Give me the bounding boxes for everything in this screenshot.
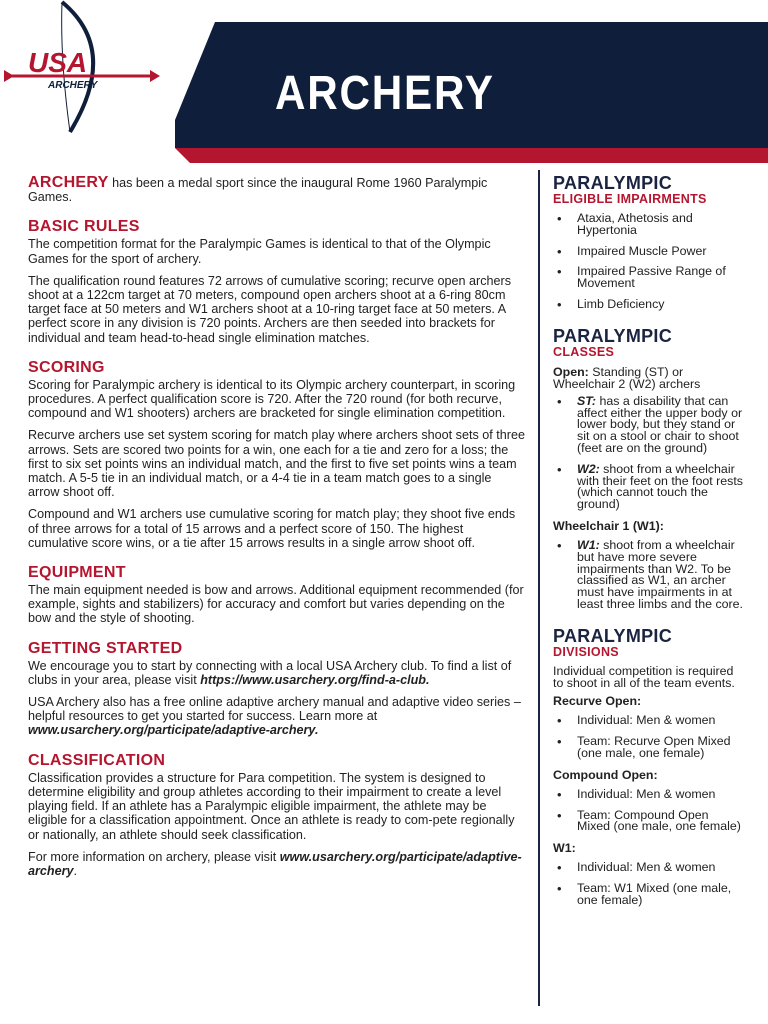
- list-item: • Individual: Men & women: [553, 789, 743, 801]
- svg-text:USA: USA: [28, 47, 88, 78]
- list-item: • Individual: Men & women: [553, 715, 743, 727]
- open-class-label: [553, 366, 743, 390]
- list-item: • Team: Recurve Open Mixed (one male, one female): [553, 736, 743, 760]
- list-item: • Team: Compound Open Mixed (one male, one female): [553, 810, 743, 834]
- impairments-block: [553, 174, 743, 311]
- impairments-title: PARALYMPIC: [553, 173, 673, 193]
- equipment-heading: EQUIPMENT: [28, 564, 126, 582]
- classification-p1: Classification provides a structure for Para competition. The system is designed to determine eligibility and group athletes according to their impairment to create a level playing field. If an athlete has a Paralympic eligible impairment, the athlete may be eligible for a classification appointment. Once an athlete is ready to com-pete regionally or nationally, an athlete should seek classification.: [28, 770, 515, 842]
- intro-text: has been a medal sport since the inaugural Rome 1960 Paralympic Games.: [28, 176, 488, 205]
- find-a-club-link[interactable]: https://www.usarchery.org/find-a-club.: [200, 672, 430, 687]
- impairments-list: [553, 213, 743, 311]
- open-label: Open:: [553, 364, 589, 379]
- divisions-block: [553, 627, 743, 907]
- impairments-subtitle: ELIGIBLE IMPAIRMENTS: [553, 192, 707, 206]
- list-item: • Individual: Men & women: [553, 862, 743, 874]
- intro-paragraph: [28, 176, 526, 204]
- list-item: [553, 393, 743, 455]
- scoring-heading: SCORING: [28, 358, 105, 376]
- compound-list: [553, 786, 743, 834]
- basic-rules-heading: BASIC RULES: [28, 218, 140, 236]
- open-class-list: [553, 393, 743, 512]
- scoring-p3: Compound and W1 archers use cumulative scoring for match play; they shoot five ends of three arrows for a total of 15 arrows and a perfect score of 150. The highest cumulative score wins, or a tie after 15 arrows results in a single arrow shoot off.: [28, 507, 516, 550]
- equipment-p1: The main equipment needed is bow and arrows. Additional equipment recommended (for example, sights and stabilizers) for accuracy and comfort but varies depending on the bow and the style of shooting.: [28, 583, 524, 626]
- open-text: Standing (ST) or Wheelchair 2 (W2) archers: [553, 364, 701, 391]
- w1-label: W1:: [577, 537, 600, 552]
- column-divider: [538, 170, 540, 1006]
- classes-subtitle: CLASSES: [553, 344, 615, 359]
- list-item: • Ataxia, Athetosis and Hypertonia: [553, 213, 743, 237]
- getting-started-p2: [28, 695, 526, 738]
- getting-started-p1-text: We encourage you to start by connecting with a local USA Archery club. To find a list of clubs in your area, please visit: [28, 658, 512, 687]
- scoring-p1: Scoring for Paralympic archery is identical to its Olympic archery counterpart, in scoring procedures. A perfect qualification score is 720. After the 720 round (for both recurve, compound and W1 shooters) archers are bracketed for single elimination competition.: [28, 377, 516, 421]
- adaptive-archery-link[interactable]: www.usarchery.org/participate/adaptive-archery.: [28, 723, 319, 738]
- divisions-intro: Individual competition is required to shoot in all of the team events.: [553, 663, 735, 690]
- classification-p2-end: .: [73, 863, 78, 878]
- main-column: [28, 176, 526, 886]
- basic-rules-p2: The qualification round features 72 arrows of cumulative scoring; recurve open archers shoot at a 122cm target at 70 meters, compound open archers shoot at a 6-ring 80cm target face at 50 meters and W1 archers shoot at a 10-ring target face at 50 meters. A perfect score in any division is 720 points. Archers are then seeded into brackets for individual and team head-to-head single elimination matches.: [28, 273, 512, 345]
- intro-lead: ARCHERY: [28, 174, 109, 191]
- list-item: • Impaired Muscle Power: [553, 246, 743, 258]
- list-item: • Limb Deficiency: [553, 299, 743, 311]
- classification-link[interactable]: www.usarchery.org/participate/adaptive-archery: [28, 849, 522, 878]
- recurve-heading: Recurve Open:: [553, 694, 642, 709]
- list-item: • Team: W1 Mixed (one male, one female): [553, 883, 743, 907]
- st-label: ST:: [577, 393, 597, 408]
- header-banner: [0, 0, 768, 165]
- w1-division-list: [553, 862, 743, 906]
- classification-p2-text: For more information on archery, please visit: [28, 849, 280, 864]
- w1-division-heading: W1:: [553, 841, 576, 856]
- classes-block: [553, 327, 743, 611]
- st-text: has a disability that can affect either the upper body or lower body, but they stand or sit on a stool or chair to shoot (feet are on the ground): [577, 393, 743, 455]
- w1-text: shoot from a wheelchair but have more severe impairments than W2. To be classified as W1, an archer must have impairments in at least three limbs and the core.: [577, 537, 743, 611]
- basic-rules-p1: The competition format for the Paralympic Games is identical to that of the Olympic Games for the sport of archery.: [28, 237, 491, 266]
- usa-archery-logo: [0, 0, 160, 135]
- classes-title: PARALYMPIC: [553, 325, 673, 346]
- w1-class-heading: Wheelchair 1 (W1):: [553, 518, 664, 533]
- classification-heading: CLASSIFICATION: [28, 751, 166, 769]
- w1-class-list: [553, 537, 743, 611]
- svg-text:ARCHERY: ARCHERY: [48, 80, 98, 91]
- getting-started-p2-text: USA Archery also has a free online adaptive archery manual and adaptive video series – helpful resources to get you started for success. Learn more at: [28, 695, 521, 724]
- list-item: • Impaired Passive Range of Movement: [553, 266, 743, 290]
- compound-heading: Compound Open:: [553, 767, 658, 782]
- w2-label: W2:: [577, 461, 600, 476]
- list-item: [553, 537, 743, 611]
- page-title: ARCHERY: [275, 67, 495, 120]
- recurve-list: [553, 715, 743, 759]
- scoring-p2: Recurve archers use set system scoring for match play where archers shoot sets of three arrows. Sets are scored two points for a win, one each for a tie and zero for a loss; the first to six set points wins an individual match, and the first to five set points wins a team match. A 5-5 tie in an individual match, or a 4-4 tie in a team match goes to a single arrow shoot off.: [28, 428, 525, 500]
- classification-p2: [28, 850, 526, 878]
- sidebar: [553, 174, 743, 923]
- divisions-title: PARALYMPIC: [553, 625, 673, 646]
- w2-text: shoot from a wheelchair with their feet on the foot rests (which cannot touch the ground): [577, 461, 743, 512]
- getting-started-heading: GETTING STARTED: [28, 639, 183, 657]
- divisions-subtitle: DIVISIONS: [553, 644, 619, 659]
- getting-started-p1: [28, 659, 526, 687]
- list-item: [553, 461, 743, 512]
